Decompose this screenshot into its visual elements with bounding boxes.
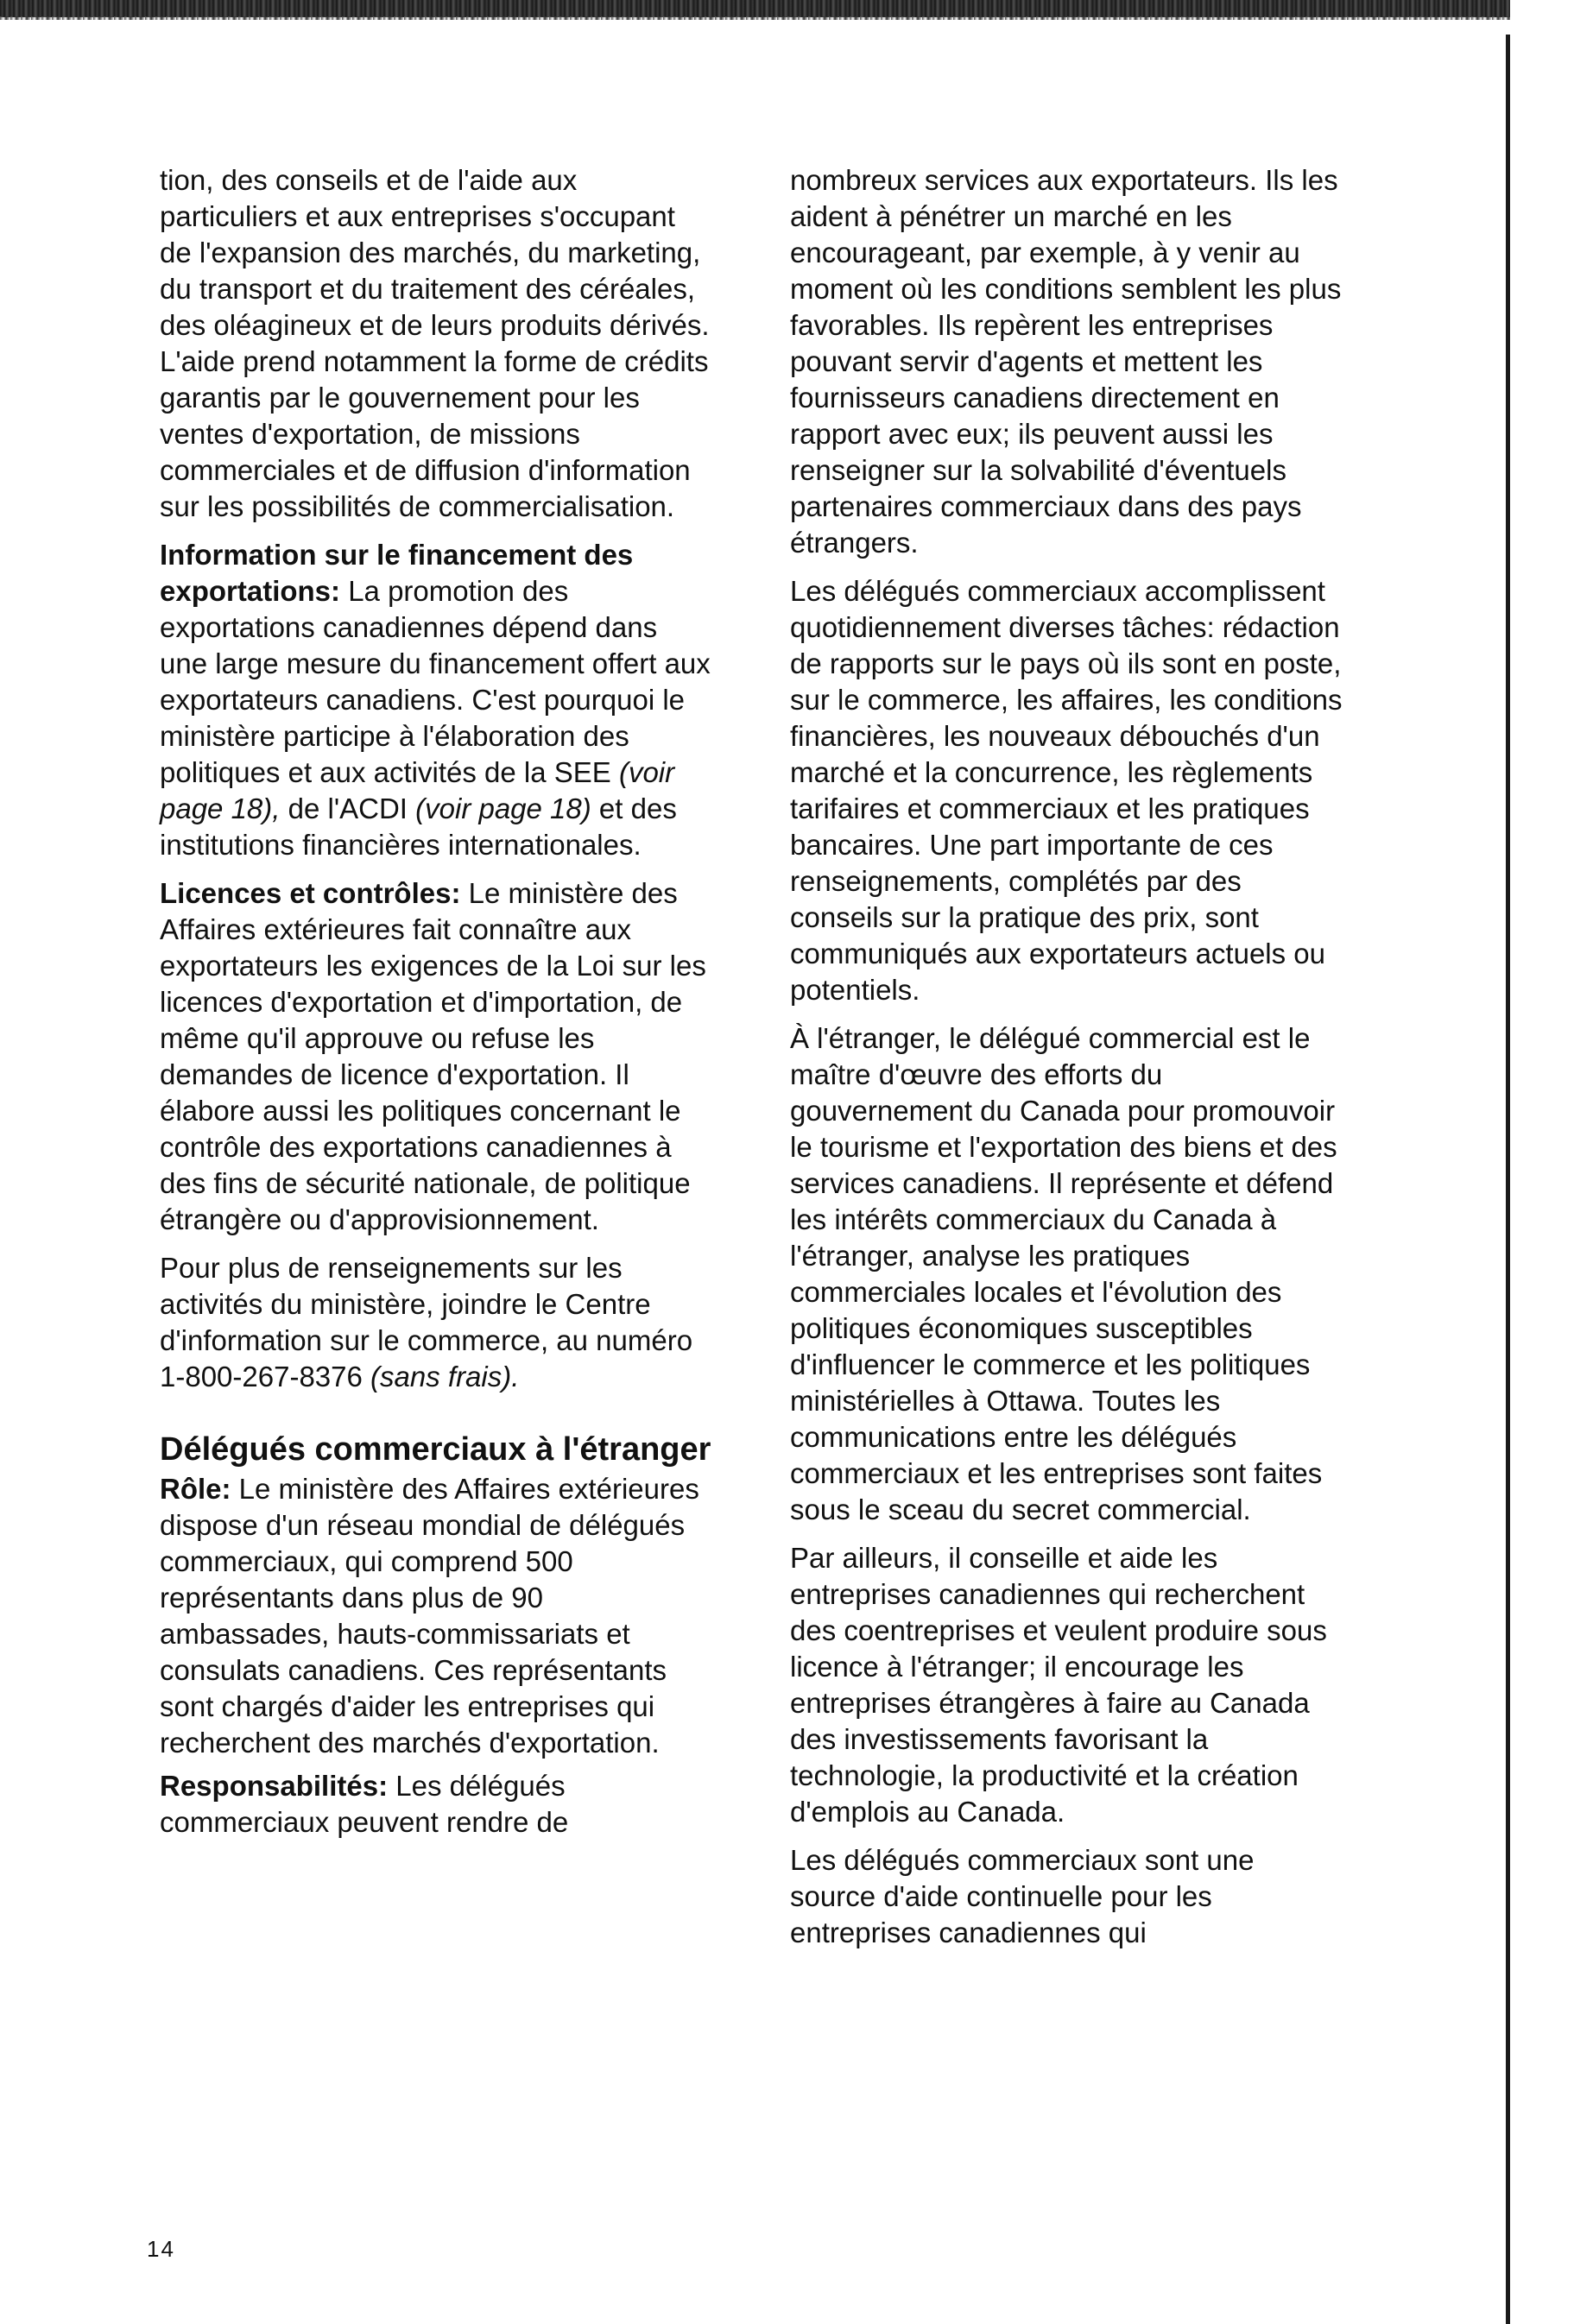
right-paragraph-3: À l'étranger, le délégué commercial est le maître d'œuvre des efforts du gouvernement du Canada pour promouvoir le tourisme et l'exportation des biens et des services canadiens. Il représente et défend les intérêts commerciaux du Canada à l'étranger, analyse les pratiques commerciales locales et l'évolution des politiques économiques susceptibles d'influencer le commerce et les politiques ministérielles à Ottawa. Toutes les communications entre les délégués commerciaux et les entreprises sont faites sous le sceau du secret commercial. xyxy=(790,1022,1337,1525)
left-paragraph-1: tion, des conseils et de l'aide aux particuliers et aux entreprises s'occupant de l'expansion des marchés, du marketing, du transport et du traitement des céréales, des oléagineux et de leurs produits dérivés. L'aide prend notamment la forme de crédits garantis par le gouvernement pour les ventes d'exportation, de missions commerciales et de diffusion d'information sur les possibilités de commercialisation. xyxy=(160,164,710,522)
role-text: Le ministère des Affaires extérieures dispose d'un réseau mondial de délégués commerciaux, qui comprend 500 représentants dans plus de 90 ambassades, hauts-commissariats et consulats canadiens. Ces représentants sont chargés d'aider les entreprises qui recherchent des marchés d'exportation. xyxy=(160,1473,699,1759)
left-paragraph-role xyxy=(160,1471,712,1761)
left-paragraph-responsibilities xyxy=(160,1768,712,1841)
scan-right-margin xyxy=(1510,0,1574,2324)
runin-heading-financing: Information sur le financement des exportations: xyxy=(160,539,634,607)
contact-text: Pour plus de renseignements sur les activités du ministère, joindre le Centre d'information sur le commerce, au numéro 1-800-267-8376 xyxy=(160,1252,693,1393)
left-paragraph-contact xyxy=(160,1250,712,1395)
left-column xyxy=(160,162,712,1853)
right-paragraph-1: nombreux services aux exportateurs. Ils les aident à pénétrer un marché en les encourageant, par exemple, à y venir au moment où les conditions semblent les plus favorables. Ils repèrent les entreprises pouvant servir d'agents et mettent les fournisseurs canadiens directement en rapport avec eux; ils peuvent aussi les renseigner sur la solvabilité d'éventuels partenaires commerciaux dans des pays étrangers. xyxy=(790,164,1342,559)
runin-heading-role: Rôle: xyxy=(160,1473,231,1505)
licences-text: Le ministère des Affaires extérieures fait connaître aux exportateurs les exigences de la Loi sur les licences d'exportation et d'importation, de même qu'il approuve ou refuse les demandes de licence d'exportation. Il élabore aussi les politiques concernant le contrôle des exportations canadiennes à des fins de sécurité nationale, de politique étrangère ou d'approvisionnement. xyxy=(160,877,706,1235)
financing-text-c: et des institutions financières internationales. xyxy=(160,793,677,861)
scan-right-border xyxy=(1506,35,1510,2324)
runin-heading-licences: Licences et contrôles: xyxy=(160,877,461,909)
contact-toll-free: (sans frais). xyxy=(370,1361,520,1393)
left-paragraph-financing xyxy=(160,537,712,863)
financing-ref-acdi: (voir page 18) xyxy=(415,793,591,824)
financing-ref-see: (voir page 18), xyxy=(160,756,675,824)
financing-text-a: La promotion des exportations canadiennes dépend dans une large mesure du financement offert aux exportateurs canadiens. C'est pourquoi le ministère participe à l'élaboration des politiques et aux activités de la SEE xyxy=(160,575,711,788)
financing-text-b: de l'ACDI xyxy=(280,793,416,824)
runin-heading-responsibilities: Responsabilités: xyxy=(160,1770,389,1802)
right-paragraph-2: Les délégués commerciaux accomplissent quotidiennement diverses tâches: rédaction de rapports sur le pays où ils sont en poste, sur le commerce, les affaires, les conditions financières, les nouveaux débouchés d'un marché et la concurrence, les règlements tarifaires et commerciaux et les pratiques bancaires. Une part importante de ces renseignements, complétés par des conseils sur la pratique des prix, sont communiqués aux exportateurs actuels ou potentiels. xyxy=(790,575,1343,1006)
left-paragraph-licences xyxy=(160,875,712,1238)
section-heading-trade-commissioners: Délégués commerciaux à l'étranger xyxy=(160,1431,711,1468)
scan-top-border xyxy=(0,0,1574,17)
right-paragraph-5: Les délégués commerciaux sont une source d'aide continuelle pour les entreprises canadiennes qui xyxy=(790,1844,1255,1948)
right-column xyxy=(790,162,1343,1963)
responsibilities-text: Les délégués commerciaux peuvent rendre de xyxy=(160,1770,569,1838)
page-number: 14 xyxy=(147,2236,175,2262)
right-paragraph-4: Par ailleurs, il conseille et aide les entreprises canadiennes qui recherchent des coentreprises et veulent produire sous licence à l'étranger; il encourage les entreprises étrangères à faire au Canada des investissements favorisant la technologie, la productivité et la création d'emplois au Canada. xyxy=(790,1542,1327,1828)
